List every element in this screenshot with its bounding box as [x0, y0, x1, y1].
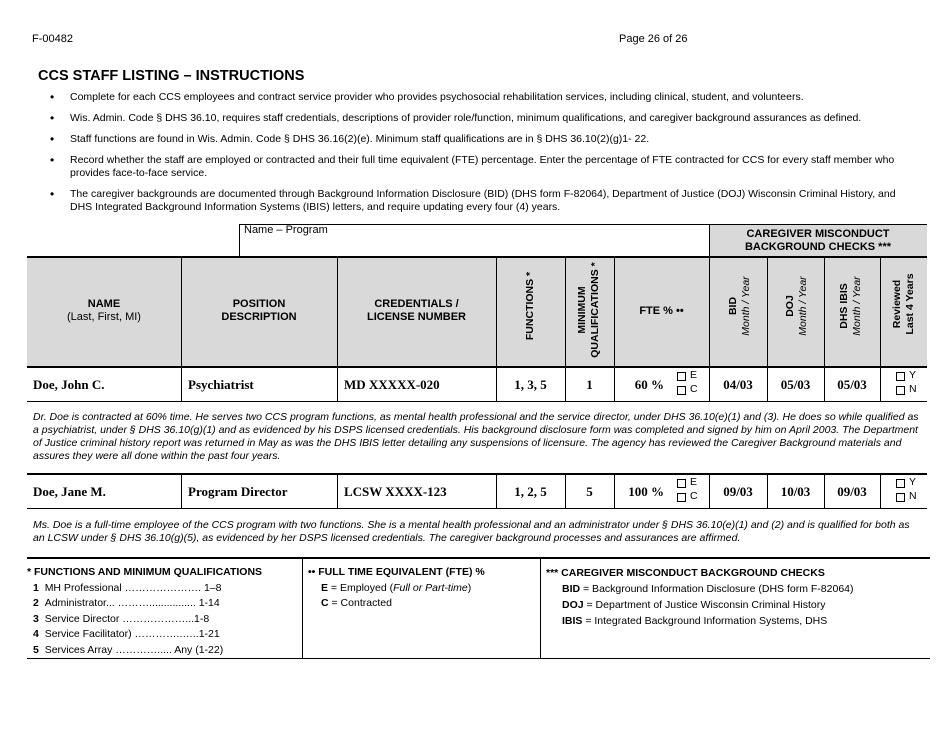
- col-header-bid: BID Month / Year: [727, 276, 752, 336]
- row-ibis[interactable]: 05/03: [837, 377, 867, 392]
- checks-legend: [546, 565, 926, 629]
- functions-legend-item: 3 Service Director ………………...1-8: [33, 612, 210, 625]
- row-min-qual[interactable]: 1: [586, 377, 593, 392]
- row-note: Dr. Doe is contracted at 60% time. He serves two CCS program functions, as mental health professional and the service director, under DHS 36.10(e)(1) and (3). He does so while qualified as a psychiatrist, under § DHS 36.10(g)(1) and as evidenced by his DSPS licensed credentials. His background disclosure form was completed and signed by him on April 2003. The Department of Justice criminal history report was returned in May as was the DHS IBIS letter detailing any suspensions of licensure. The agency has reviewed the Caregiver Background materials and assures they were all done within the past four years.: [33, 411, 919, 462]
- instruction-bullet: • Staff functions are found in Wis. Admin. Code § DHS 36.16(2)(e). Minimum staff qualifications are in § DHS 36.10(2)(g)1- 22.: [50, 133, 910, 146]
- row-functions[interactable]: 1, 2, 5: [514, 484, 547, 499]
- row-bid[interactable]: 09/03: [723, 484, 753, 499]
- row-doj[interactable]: 10/03: [780, 484, 811, 499]
- row-position[interactable]: Program Director: [188, 484, 288, 499]
- instruction-bullet: • Complete for each CCS employees and contract service provider who provides psychosocial rehabilitation services, including clinical, student, and volunteers.: [50, 91, 910, 104]
- reviewed-n-label: N: [909, 490, 917, 502]
- row-doj[interactable]: 05/03: [780, 377, 811, 392]
- row-name[interactable]: Doe, Jane M.: [33, 484, 106, 499]
- row-bid[interactable]: 04/03: [723, 377, 753, 392]
- form-id: F-00482: [32, 33, 73, 45]
- reviewed-n-label: N: [909, 383, 917, 395]
- row-functions[interactable]: 1, 3, 5: [514, 377, 547, 392]
- fte-legend-contracted: C = Contracted: [321, 597, 392, 609]
- checks-legend-item: BID = Background Information Disclosure (DHS form F-82064): [562, 583, 854, 595]
- functions-legend-item: 4 Service Facilitator) …………..…..1-21: [33, 628, 220, 640]
- fte-employed-checkbox[interactable]: [677, 372, 686, 381]
- reviewed-y-label: Y: [909, 369, 917, 381]
- instructions-list: [50, 91, 910, 222]
- fte-legend-employed: E = Employed (Full or Part-time): [321, 581, 472, 594]
- col-header-functions: FUNCTIONS *: [524, 271, 536, 341]
- col-header-min-qual: MINIMUM QUALIFICATIONS *: [576, 262, 601, 358]
- reviewed-yes-checkbox[interactable]: [896, 372, 905, 381]
- checks-legend-title: *** CAREGIVER MISCONDUCT BACKGROUND CHECKS: [546, 567, 825, 579]
- caregiver-header: CAREGIVER MISCONDUCT BACKGROUND CHECKS ***: [744, 228, 892, 253]
- row-fte[interactable]: 100 %: [628, 484, 664, 499]
- checks-legend-item: IBIS = Integrated Background Information Systems, DHS: [562, 615, 828, 627]
- functions-legend: [27, 565, 299, 658]
- row-name[interactable]: Doe, John C.: [33, 377, 105, 392]
- reviewed-yes-checkbox[interactable]: [896, 479, 905, 488]
- col-header-name: NAME (Last, First, MI): [67, 298, 141, 323]
- checks-legend-item: DOJ = Department of Justice Wisconsin Criminal History: [562, 599, 826, 611]
- row-min-qual[interactable]: 5: [586, 484, 593, 499]
- row-position[interactable]: Psychiatrist: [188, 377, 254, 392]
- fte-c-label: C: [690, 383, 698, 395]
- row-ibis[interactable]: 09/03: [837, 484, 867, 499]
- row-credentials[interactable]: LCSW XXXX-123: [344, 484, 447, 499]
- col-header-fte: FTE % ••: [639, 305, 684, 317]
- reviewed-no-checkbox[interactable]: [896, 386, 905, 395]
- fte-legend-title: •• FULL TIME EQUIVALENT (FTE) %: [308, 566, 485, 578]
- col-header-credentials: CREDENTIALS / LICENSE NUMBER: [366, 298, 466, 323]
- functions-legend-title: * FUNCTIONS AND MINIMUM QUALIFICATIONS: [27, 566, 263, 578]
- instruction-bullet: • Record whether the staff are employed or contracted and their full time equivalent (FTE) percentage. Enter the percentage of FTE contracted for CCS for every staff member who provides face-to-face service.: [50, 154, 910, 180]
- instruction-bullet: • The caregiver backgrounds are documented through Background Information Disclosure (BID) (DHS form F-82064), Department of Justice (DOJ) Wisconsin Criminal History, and DHS Integrated Background Information Systems (IBIS) letters, and require updating every four (4) years.: [50, 188, 910, 214]
- fte-legend: [308, 565, 538, 612]
- functions-legend-item: 5 Services Array …………..... Any (1-22): [33, 643, 224, 656]
- col-header-position: POSITION DESCRIPTION: [221, 298, 297, 323]
- functions-legend-item: 2 Administrator... ………................ 1-14: [33, 597, 220, 609]
- reviewed-no-checkbox[interactable]: [896, 493, 905, 502]
- page-number: Page 26 of 26: [619, 33, 688, 45]
- row-credentials[interactable]: MD XXXXX-020: [344, 377, 440, 392]
- col-header-ibis: DHS IBIS Month / Year: [838, 276, 863, 336]
- col-header-reviewed: Reviewed Last 4 Years: [891, 273, 916, 335]
- row-note: Ms. Doe is a full-time employee of the CCS program with two functions. She is a mental health professional and an administrator under § DHS 36.10(e)(1) and (2) and is qualified for both as an LCSW under § DHS 36.10(g)(5), as evidenced by her DSPS licensed credentials. The caregiver background processes and assurances are affirmed.: [33, 519, 910, 544]
- fte-employed-checkbox[interactable]: [677, 479, 686, 488]
- reviewed-y-label: Y: [909, 476, 917, 488]
- row-fte[interactable]: 60 %: [634, 377, 664, 392]
- name-program-input[interactable]: [244, 238, 704, 255]
- page-title: CCS STAFF LISTING – INSTRUCTIONS: [38, 68, 305, 84]
- fte-c-label: C: [690, 490, 698, 502]
- col-header-doj: DOJ Month / Year: [784, 276, 809, 336]
- fte-contracted-checkbox[interactable]: [677, 493, 686, 502]
- fte-contracted-checkbox[interactable]: [677, 386, 686, 395]
- functions-legend-item: 1 MH Professional …………………. 1–8: [33, 581, 222, 594]
- name-program-label: Name – Program: [244, 224, 328, 236]
- instruction-bullet: • Wis. Admin. Code § DHS 36.10, requires staff credentials, descriptions of provider role/function, minimum qualifications, and caregiver background assurances as defined.: [50, 112, 910, 125]
- fte-e-label: E: [690, 369, 698, 381]
- fte-e-label: E: [690, 476, 698, 488]
